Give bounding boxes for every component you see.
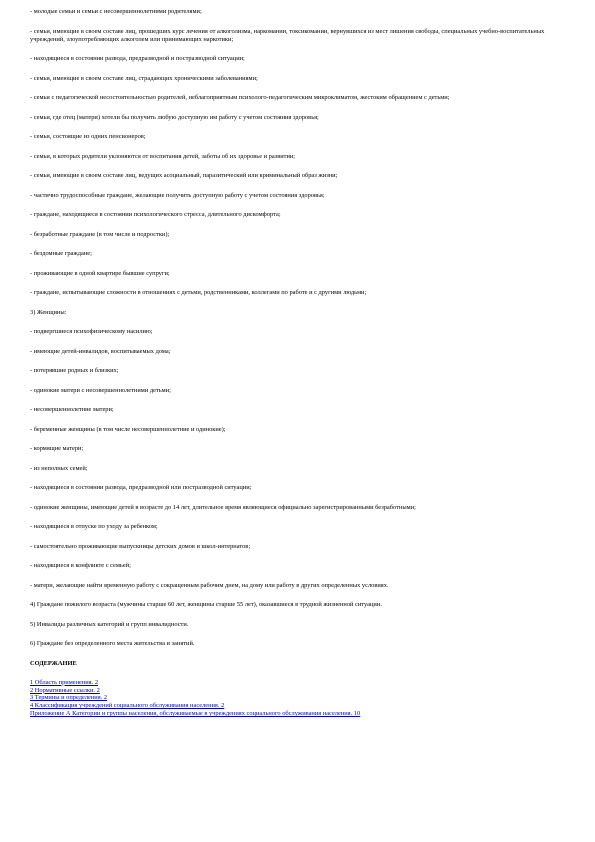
toc-link-normative-references[interactable]: 2 Нормативные ссылки. 2 (30, 686, 100, 694)
paragraph: - молодые семьи и семьи с несовершеннолетними родителями; (30, 8, 202, 15)
toc-link-scope[interactable]: 1 Область применения. 2 (30, 678, 99, 686)
paragraph: - подвергшиеся психофизическому насилию; (30, 328, 153, 336)
paragraph: - частично трудоспособные граждане, желающие получить доступную работу с учетом состояния здоровья; (30, 191, 325, 199)
paragraph: - семьи, где отец (матери) хотели бы получить любую доступную им работу с учетом состояния здоровья; (30, 113, 319, 121)
paragraph: - находящиеся в состоянии развода, предразводной или постразводной ситуации; (30, 484, 252, 492)
section-heading: 3) Женщины: (30, 308, 67, 316)
paragraph: - семьи, имеющие в своем составе лиц, страдающих хроническими заболеваниями; (30, 74, 258, 82)
paragraph: - из неполных семей; (30, 464, 88, 472)
paragraph: - одинокие матери с несовершеннолетними детьми; (30, 386, 171, 394)
section-heading: 6) Граждане без определенного места жительства и занятий. (30, 640, 195, 648)
paragraph: - кормящие матери; (30, 445, 84, 453)
paragraph: - имеющие детей-инвалидов, воспитываемых дома; (30, 347, 171, 355)
paragraph: - находящиеся в состоянии развода, предразводной и постразводной ситуации; (30, 55, 245, 63)
paragraph: - находящиеся в отпуске по уходу за ребенком; (30, 523, 158, 531)
paragraph: - граждане, находящиеся в состоянии психологического стресса, длительного дискомфорта; (30, 211, 281, 219)
document-page (30, 8, 570, 718)
paragraph: - несовершеннолетние матери; (30, 406, 114, 414)
paragraph: - потерявшие родных и близких; (30, 367, 119, 375)
table-of-contents (30, 679, 570, 718)
paragraph: - беременные женщины (в том числе несовершеннолетние и одинокие); (30, 425, 226, 433)
paragraph: - семьи, имеющие в своем составе лиц, ведущих асоциальный, паразитический или криминальный образ жизни; (30, 172, 338, 180)
paragraph: - семьи, состоящие из одних пенсионеров; (30, 133, 146, 141)
body-text (30, 8, 570, 648)
paragraph: - матери, желающие найти временную работу с сокращенным рабочим днем, на дому или работу в других определенных условиях. (30, 581, 389, 589)
paragraph: - безработные граждане (в том числе и подростки); (30, 230, 170, 238)
paragraph: - одинокие женщины, имеющие детей в возрасте до 14 лет, длительное время являющиеся официально зарегистрированными безработными; (30, 503, 416, 511)
toc-link-classification[interactable]: 4 Классификация учреждений социального обслуживания населения. 2 (30, 702, 225, 710)
paragraph: - семьи, в которых родители уклоняются от воспитания детей, заботы об их здоровье и развитии; (30, 152, 296, 160)
toc-link-appendix-a[interactable]: Приложение А Категории и группы населения, обслуживаемые в учреждениях социального обслуживания населения. 10 (30, 709, 361, 717)
paragraph: - семьи с педагогической несостоятельностью родителей, неблагоприятным психолого-педагогическим микроклиматом, жестоким обращением с детьми; (30, 94, 450, 102)
paragraph: - самостоятельно проживающие выпускницы детских домов и школ-интернатов; (30, 542, 251, 550)
paragraph: - бездомные граждане; (30, 250, 92, 258)
section-heading: 5) Инвалиды различных категорий и групп инвалидности. (30, 620, 189, 628)
paragraph: - семьи, имеющие в своем составе лиц, прошедших курс лечения от алкоголизма, наркомании, токсикомании, вернувшихся из мест лишения свободы, специальных учебно-воспитательных учреждений, злоупотребляющих алкоголем или принимающих наркотики; (30, 27, 545, 43)
section-heading: 4) Граждане пожилого возраста (мужчины старше 60 лет, женщины старше 55 лет), оказавшиеся в трудной жизненной ситуации. (30, 601, 382, 609)
paragraph: - находящиеся в конфликте с семьей; (30, 562, 131, 570)
paragraph: - проживающие в одной квартире бывшие супруги; (30, 269, 170, 277)
toc-link-terms-definitions[interactable]: 3 Термины и определения. 2 (30, 694, 108, 702)
toc-title: СОДЕРЖАНИЕ (30, 659, 77, 667)
paragraph: - граждане, испытывающие сложности в отношениях с детьми, родственниками, коллегами по работе и с другими людьми; (30, 289, 367, 297)
